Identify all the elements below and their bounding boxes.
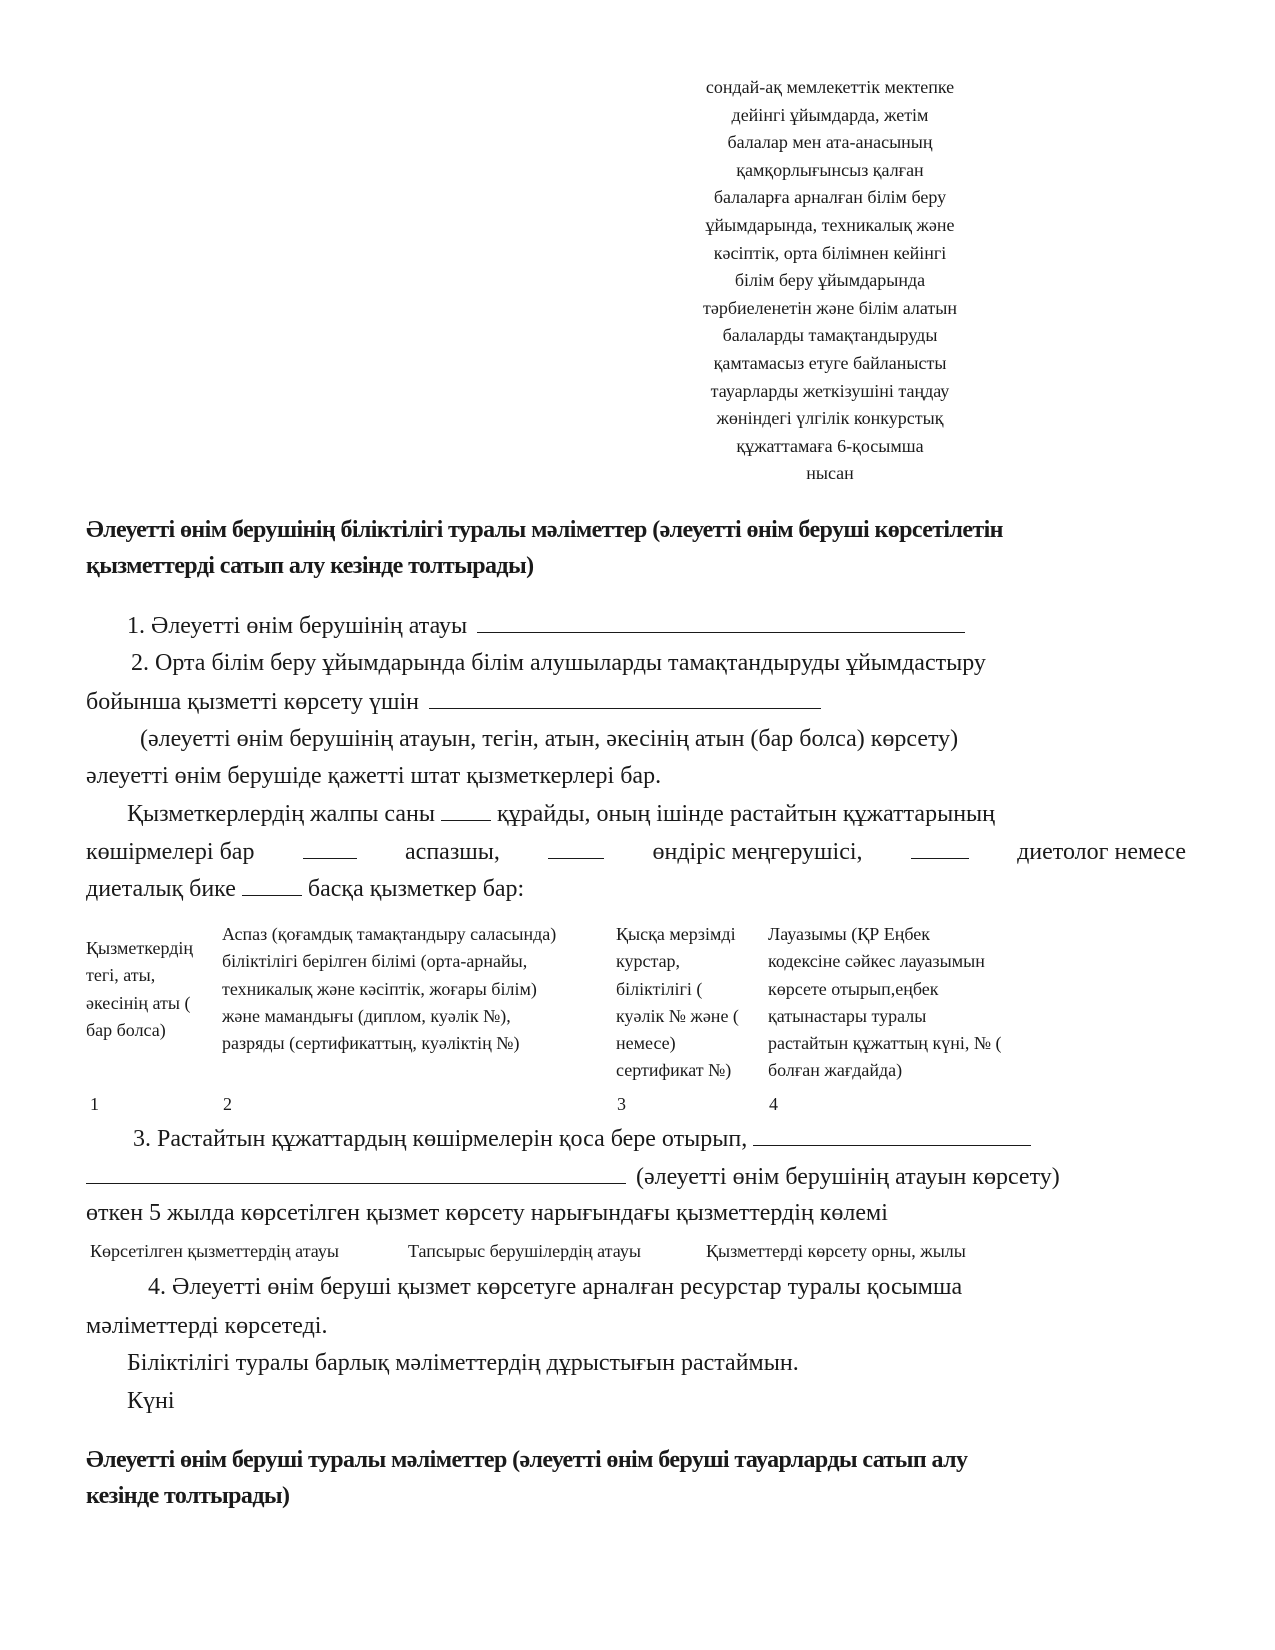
annex-line: қамқорлығынсыз қалған	[736, 159, 924, 180]
table-header-text: және мамандығы (диплом, куәлік №),	[222, 1005, 511, 1026]
table-header-text: Қызметкердің	[86, 938, 194, 958]
services-header-customers: Тапсырыс берушілердің атауы	[408, 1241, 641, 1261]
services-header-service-name: Көрсетілген қызметтердің атауы	[90, 1241, 339, 1261]
heading-line: кезінде толтырады)	[86, 1483, 290, 1509]
annex-note	[680, 74, 980, 488]
annex-line: тәрбиеленетін және білім алатын	[702, 297, 958, 318]
annex-line: құжаттамаға 6-қосымша	[736, 435, 924, 456]
staff-including-label: құрайды, оның ішінде растайтын құжаттарының	[497, 801, 995, 827]
section-heading-goods	[86, 1442, 1186, 1514]
table-header-text: сертификат №)	[616, 1060, 732, 1081]
item-3-note: (әлеуетті өнім берушінің атауын көрсету)	[636, 1164, 1060, 1190]
item-1-label: 1. Әлеуетті өнім берушінің атауы	[127, 613, 468, 639]
staff-line-2	[86, 836, 1186, 867]
table-header-text: техникалық және кәсіптік, жоғары білім)	[222, 978, 537, 999]
table-col-2-header	[222, 921, 556, 1057]
table-header-text: Лауазымы (ҚР Еңбек	[768, 924, 931, 944]
item-2-label: бойынша қызметті көрсету үшін	[86, 689, 419, 715]
table-col-3-header	[616, 921, 739, 1085]
table-col-3-number: 3	[617, 1094, 626, 1114]
other-staff-field[interactable]	[242, 873, 302, 896]
item-4-line-2: мәліметтерді көрсетеді.	[86, 1313, 328, 1339]
table-col-4-number: 4	[769, 1094, 778, 1114]
table-header-text: куәлік № және (	[616, 1005, 739, 1026]
table-header-text: курстар,	[616, 951, 681, 972]
annex-line: кәсіптік, орта білімнен кейінгі	[713, 242, 947, 263]
dietitian-label: диетолог немесе	[1017, 839, 1187, 865]
annex-line: балаларға арналған білім беру	[713, 187, 947, 208]
annex-line: қамтамасыз етуге байланысты	[713, 352, 947, 373]
annex-line: жөніндегі үлгілік конкурстық	[716, 408, 944, 429]
table-header-text: немесе)	[616, 1033, 676, 1054]
annex-line: тауарларды жеткізушіні таңдау	[710, 380, 950, 401]
annex-line: ұйымдарында, техникалық және	[705, 214, 955, 235]
table-header-text: бар болса)	[86, 1019, 166, 1040]
item-4-text: 4. Әлеуетті өнім беруші қызмет көрсетуге арналған ресурстар туралы қосымша	[148, 1274, 963, 1300]
item-3-line-2	[86, 1161, 1060, 1192]
confirmation-text: Біліктілігі туралы барлық мәліметтердің дұрыстығын растаймын.	[127, 1350, 799, 1376]
staff-total-label: Қызметкерлердің жалпы саны	[127, 801, 435, 827]
table-header-text: кодексіне сәйкес лауазымын	[768, 951, 985, 972]
diet-nurse-label: диеталық бике	[86, 876, 236, 902]
cook-count-field[interactable]	[303, 836, 357, 859]
service-provider-field[interactable]	[429, 686, 821, 709]
cook-label: аспазшы,	[405, 839, 500, 865]
other-staff-label: басқа қызметкер бар:	[307, 876, 525, 902]
annex-line: нысан	[806, 463, 854, 484]
manager-count-field[interactable]	[548, 836, 604, 859]
services-header-place-year: Қызметтерді көрсету орны, жылы	[706, 1241, 966, 1261]
dietitian-count-field[interactable]	[911, 836, 969, 859]
table-col-1-header	[86, 935, 193, 1044]
annex-line: балалар мен ата-анасының	[727, 132, 933, 153]
item-3-line-3: өткен 5 жылда көрсетілген қызмет көрсету нарығындағы қызметтердің көлемі	[86, 1200, 888, 1226]
note-line-1	[140, 724, 1186, 754]
table-header-text: қатынастары туралы	[768, 1005, 927, 1026]
item-1	[127, 610, 965, 641]
heading-line: Әлеуетті өнім беруші туралы мәліметтер (әлеуетті өнім беруші тауарларды сатып алу	[86, 1447, 968, 1473]
annex-line: сондай-ақ мемлекеттік мектепке	[705, 77, 955, 97]
table-header-text: болған жағдайда)	[768, 1060, 903, 1081]
note-text: (әлеуетті өнім берушінің атауын, тегін, атын, әкесінің атын (бар болса) көрсету)	[140, 726, 959, 752]
section-heading-qualification	[86, 512, 1186, 584]
table-header-text: Қысқа мерзімді	[616, 924, 736, 944]
heading-line: қызметтерді сатып алу кезінде толтырады)	[86, 553, 534, 579]
table-col-2-number: 2	[223, 1094, 232, 1114]
item-3-line-1	[133, 1123, 1031, 1154]
date-label: Күні	[127, 1388, 175, 1414]
table-header-text: әкесінің аты (	[86, 992, 191, 1013]
note-line-2: әлеуетті өнім берушіде қажетті штат қызметкерлері бар.	[86, 763, 662, 789]
manager-label: өндіріс меңгерушісі,	[652, 839, 863, 865]
table-header-text: көрсете отырып,еңбек	[768, 978, 939, 999]
table-col-1-number: 1	[90, 1094, 99, 1114]
table-header-text: тегі, аты,	[86, 965, 156, 986]
table-header-text: біліктілігі берілген білімі (орта-арнайы,	[222, 951, 528, 972]
copies-label: көшірмелері бар	[86, 839, 255, 865]
item-2-line-2	[86, 686, 821, 717]
attached-docs-field[interactable]	[753, 1123, 1031, 1146]
table-header-text: Аспаз (қоғамдық тамақтандыру саласында)	[222, 924, 557, 944]
staff-line-3	[86, 873, 524, 904]
table-header-text: біліктілігі (	[616, 978, 703, 999]
annex-line: білім беру ұйымдарында	[734, 270, 926, 291]
table-header-text: разряды (сертификаттың, куәліктің №)	[222, 1033, 520, 1054]
staff-total-field[interactable]	[441, 798, 491, 821]
item-4-line-1	[148, 1272, 1186, 1302]
table-header-text: растайтын құжаттың күні, № (	[768, 1033, 1002, 1054]
annex-line: дейінгі ұйымдарда, жетім	[731, 104, 929, 125]
provider-name-field-2[interactable]	[86, 1161, 626, 1184]
staff-line-1	[127, 798, 995, 829]
annex-line: балаларды тамақтандыруды	[722, 325, 938, 346]
heading-line: Әлеуетті өнім берушінің біліктілігі туралы мәліметтер (әлеуетті өнім беруші көрсетілетін	[86, 517, 1003, 543]
provider-name-field[interactable]	[477, 610, 965, 633]
table-col-4-header	[768, 921, 1002, 1085]
item-2-line-1: 2. Орта білім беру ұйымдарында білім алушыларды тамақтандыруды ұйымдастыру	[131, 650, 986, 676]
item-3-label: 3. Растайтын құжаттардың көшірмелерін қоса бере отырып,	[133, 1126, 748, 1152]
